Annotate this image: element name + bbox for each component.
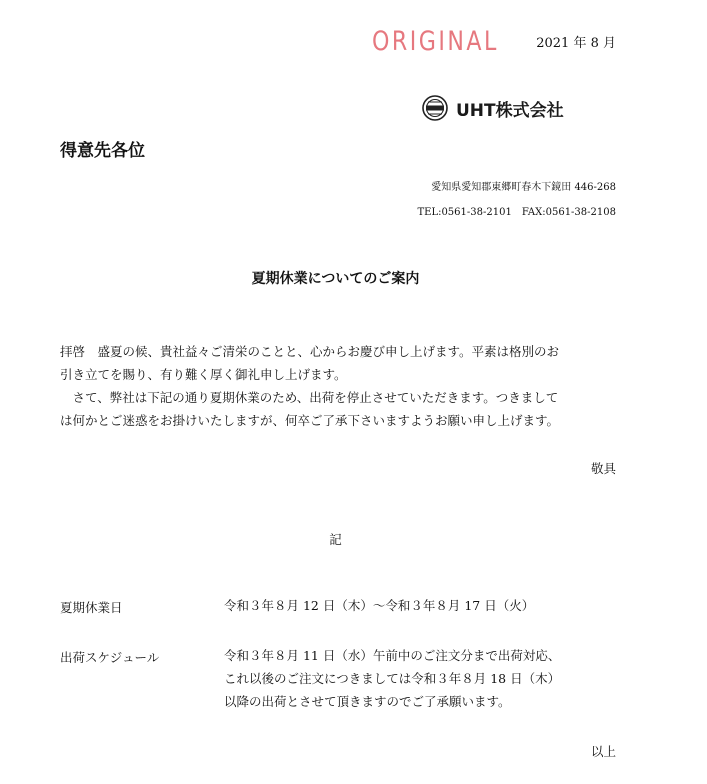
shipping-line: 以降の出荷とさせて頂きますのでご了承願います。 xyxy=(224,694,511,709)
body-line: 拝啓 盛夏の候、貴社益々ご清栄のことと、心からお慶び申し上げます。平素は格別のお xyxy=(60,344,560,359)
shipping-line: 令和３年８月 11 日（水）午前中のご注文分まで出荷対応、 xyxy=(224,648,561,663)
company-logo xyxy=(422,95,564,121)
company-address: 愛知県愛知郡東郷町春木下鏡田 446-268 xyxy=(431,182,616,193)
issue-date: 2021 年 8 月 xyxy=(536,36,616,51)
uht-logo-emblem-icon xyxy=(422,95,448,121)
letter-body xyxy=(60,340,620,432)
end-mark: 以上 xyxy=(590,744,616,759)
closing-word: 敬具 xyxy=(590,461,616,476)
company-contact: TEL:0561-38-2101 FAX:0561-38-2108 xyxy=(417,207,616,218)
addressee: 得意先各位 xyxy=(60,141,145,161)
shipping-label: 出荷スケジュール xyxy=(60,650,160,665)
ki-heading: 記 xyxy=(329,532,342,547)
body-line: は何かとご迷惑をお掛けいたしますが、何卒ご了承下さいますようお願い申し上げます。 xyxy=(60,413,560,428)
body-line: 引き立てを賜り、有り難く厚く御礼申し上げます。 xyxy=(60,367,347,382)
holiday-value: 令和３年８月 12 日（木）～令和３年８月 17 日（火） xyxy=(224,598,535,613)
holiday-label: 夏期休業日 xyxy=(60,600,123,615)
body-line: さて、弊社は下記の通り夏期休業のため、出荷を停止させていただきます。つきまして xyxy=(60,390,559,405)
shipping-value xyxy=(224,644,560,713)
document-title: 夏期休業についてのご案内 xyxy=(251,271,420,287)
shipping-line: これ以後のご注文につきましては令和３年８月 18 日（木） xyxy=(224,671,561,686)
original-stamp: ORIGINAL xyxy=(372,26,499,57)
company-name: UHT株式会社 xyxy=(456,100,564,121)
